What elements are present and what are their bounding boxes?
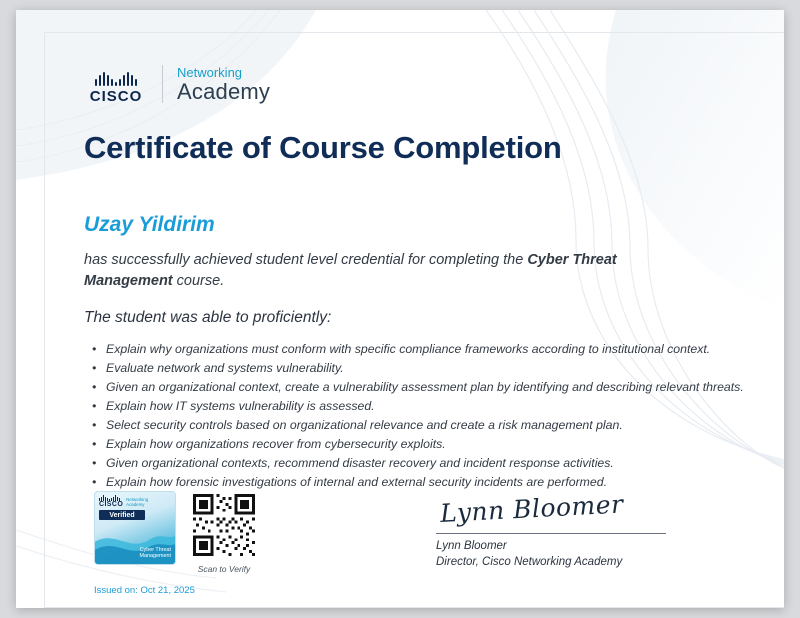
badge-academy-text: Academy [126, 501, 145, 507]
logo-networking-text: Networking [177, 65, 243, 80]
completion-statement [84, 250, 664, 292]
badge-course-label: Cyber Threat Management [139, 546, 171, 560]
badge-header [95, 492, 175, 520]
cisco-bridge-icon [95, 72, 137, 86]
logo-academy-text: Academy [177, 79, 271, 104]
certificate-card [16, 10, 784, 608]
signature-script: Lynn Bloomer [439, 489, 625, 528]
page-title: Certificate of Course Completion [84, 130, 562, 165]
signature-line [436, 533, 666, 534]
list-item: • Select security controls based on organizational relevance and create a risk management plan. [86, 416, 746, 435]
cisco-networking-academy-logo [84, 65, 270, 105]
list-item: • Evaluate network and systems vulnerability. [86, 359, 746, 378]
academy-wordmark [177, 66, 270, 105]
issued-date: Issued on: Oct 21, 2025 [94, 585, 195, 596]
qr-code[interactable] [193, 494, 255, 556]
list-item: • Explain how forensic investigations of internal and external security incidents are performed. [86, 473, 746, 492]
badge-verified-label: Verified [99, 510, 145, 520]
proficiency-heading: The student was able to proficiently: [84, 309, 332, 326]
recipient-name: Uzay Yildirim [84, 213, 215, 236]
signatory-role: Director, Cisco Networking Academy [436, 556, 623, 568]
badge-cisco-wordmark: CISCO [99, 501, 124, 508]
badge-networking-text: Networking [126, 496, 149, 502]
course-name: Cyber Threat Management [84, 252, 617, 290]
cisco-wordmark: CISCO [89, 88, 143, 105]
objectives-list [86, 340, 746, 492]
statement-suffix: course. [172, 273, 225, 290]
list-item: • Explain why organizations must conform with specific compliance frameworks according to institutional context. [86, 340, 746, 359]
cisco-logo-mark [84, 72, 148, 105]
signatory-name: Lynn Bloomer [436, 540, 507, 552]
list-item: • Explain how IT systems vulnerability is assessed. [86, 397, 746, 416]
statement-prefix: has successfully achieved student level credential for completing the [84, 252, 528, 268]
list-item: • Given an organizational context, create a vulnerability assessment plan by identifying and describing relevant threats. [86, 378, 746, 397]
verified-badge [94, 491, 176, 565]
list-item: • Given organizational contexts, recommend disaster recovery and incident response activities. [86, 454, 746, 473]
qr-caption: Scan to Verify [197, 564, 251, 574]
logo-divider [162, 65, 163, 103]
list-item: • Explain how organizations recover from cybersecurity exploits. [86, 435, 746, 454]
